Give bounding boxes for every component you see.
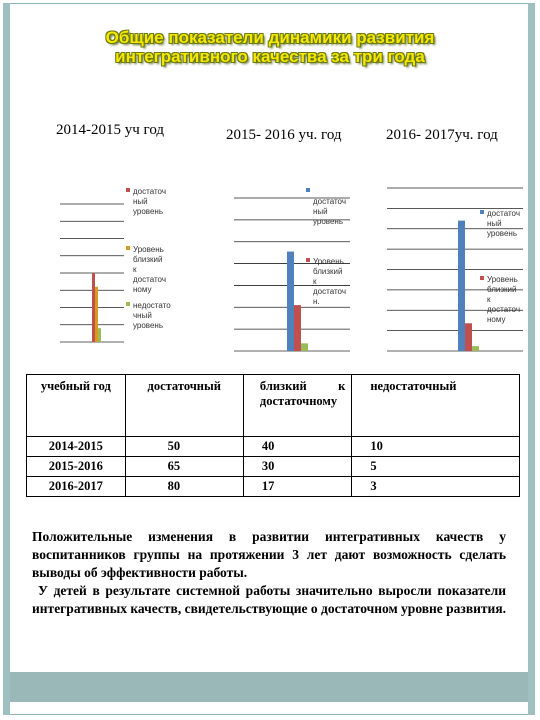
table-cell-insufficient: 10 [352,437,520,457]
table-header-near-sufficient: близкий к достаточному [243,375,351,437]
legend-label-1: уровень [133,207,164,216]
legend-label-3: недостато [133,301,171,310]
table-row [27,457,520,477]
legend-label-1: ный [487,219,502,228]
table-header-year: учебный год [27,375,126,437]
legend-label-2: близкий [487,285,517,294]
legend-label-1: ный [133,197,148,206]
chart-2015-2016 [218,180,363,360]
legend-swatch-1 [306,188,310,192]
summary-paragraph-2: У детей в результате системной работы значительно выросли показатели интегративных качеств, свидетельствующие о достаточном уровне развития. [32,583,507,616]
legend-swatch-2 [306,258,310,262]
legend-label-2: достаточ [133,275,166,284]
bar-2 [294,305,301,351]
legend-label-1: уровень [487,229,518,238]
slide-title-line-2: интегративного качества за три года [115,47,425,66]
legend-swatch-3 [126,302,130,306]
table-header-insufficient: недостаточный [352,375,520,437]
bar-3 [472,346,479,351]
legend-label-2: ному [487,315,506,324]
chart-3-title: 2016- 2017уч. год [386,127,498,143]
legend-label-2: Уровень [487,275,518,284]
bar-3 [98,328,101,342]
legend-label-1: уровень [313,217,344,226]
summary-paragraph-1: Положительные изменения в развитии интегративных качеств у воспитанников группы на протяжении 3 лет дают возможность сделать выводы об эффективности работы. [32,529,506,580]
legend-label-2: близкий [313,267,343,276]
bar-1 [92,273,95,342]
chart-2016-2017 [383,180,528,360]
bar-2 [465,323,472,351]
legend-label-3: чный [133,311,152,320]
bar-3 [301,343,308,351]
table-cell-year: 2015-2016 [27,457,126,477]
summary-text [32,528,506,618]
legend-swatch-2 [480,276,484,280]
legend-label-3: уровень [133,321,164,330]
table-header-sufficient: достаточный [125,375,243,437]
table-cell-sufficient: 80 [125,477,243,497]
legend-label-2: близкий [133,255,163,264]
legend-label-2: Уровень [313,257,344,266]
legend-swatch-2 [126,246,130,250]
legend-label-1: достаточ [133,187,166,196]
results-table [26,374,520,497]
legend-label-2: ному [133,285,152,294]
legend-label-2: достаточ [313,287,346,296]
legend-label-2: к [133,265,137,274]
legend-label-2: Уровень [133,245,164,254]
legend-label-1: достаточ [313,197,346,206]
left-accent-strip [3,3,10,715]
legend-label-2: к [313,277,317,286]
chart-1-title: 2014-2015 уч год [56,122,165,138]
table-cell-year: 2016-2017 [27,477,126,497]
legend-swatch-1 [480,210,484,214]
chart-2014-2015 [56,180,226,355]
table-cell-near-sufficient: 30 [243,457,351,477]
table-cell-insufficient: 3 [352,477,520,497]
legend-swatch-1 [126,188,130,192]
slide-title [20,28,520,66]
table-cell-sufficient: 65 [125,457,243,477]
table-cell-insufficient: 5 [352,457,520,477]
table-row [27,437,520,457]
legend-label-1: ный [313,207,328,216]
bar-1 [458,221,465,351]
chart-2-title: 2015- 2016 уч. год [226,127,342,143]
legend-label-2: н. [313,297,320,306]
legend-label-1: достаточ [487,209,520,218]
bar-2 [95,287,98,342]
right-accent-strip [528,3,535,715]
table-cell-year: 2014-2015 [27,437,126,457]
legend-label-2: к [487,295,491,304]
bar-1 [287,252,294,351]
slide-title-line-1: Общие показатели динамики развития [105,28,435,47]
table-cell-sufficient: 50 [125,437,243,457]
table-cell-near-sufficient: 17 [243,477,351,497]
table-header-row [27,375,520,437]
table-cell-near-sufficient: 40 [243,437,351,457]
bottom-accent-bar [10,672,528,702]
legend-label-2: достаточ [487,305,520,314]
table-row [27,477,520,497]
